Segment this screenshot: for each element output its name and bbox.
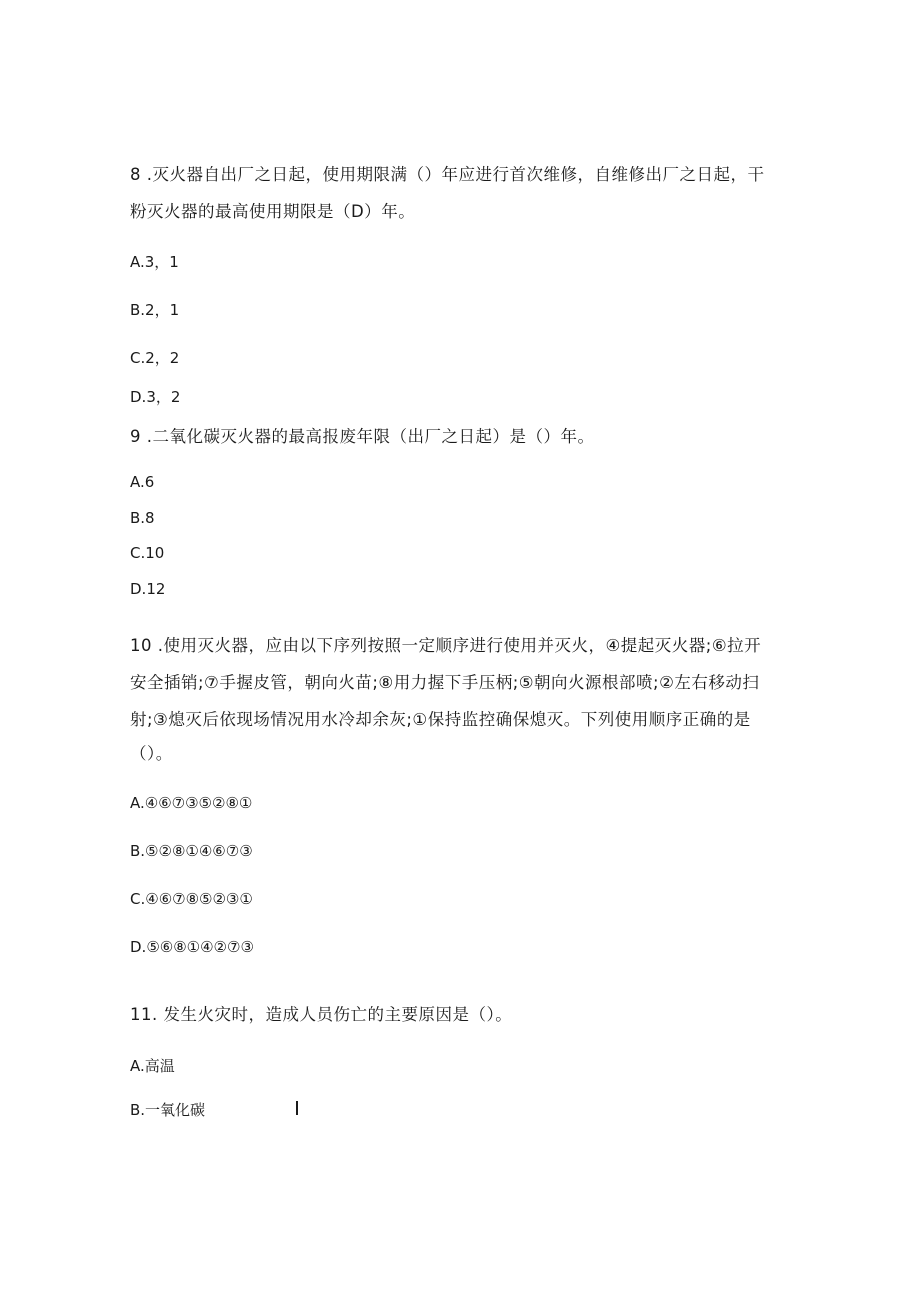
text-cursor-mark [296, 1101, 298, 1115]
question-9-option-d: D.12 [130, 580, 166, 598]
question-8-option-b: B.2，1 [130, 301, 180, 319]
question-11-option-a: A.高温 [130, 1057, 175, 1075]
question-9-option-c: C.10 [130, 544, 165, 562]
question-8-option-c: C.2，2 [130, 349, 180, 367]
question-10-option-b: B.⑤②⑧①④⑥⑦③ [130, 842, 253, 860]
question-10-option-c: C.④⑥⑦⑧⑤②③① [130, 890, 253, 908]
question-10-line-2: 安全插销;⑦手握皮管，朝向火苗;⑧用力握下手压柄;⑤朝向火源根部喷;②左右移动扫 [130, 673, 760, 692]
question-11-line-1: 11. 发生火灾时，造成人员伤亡的主要原因是（）。 [130, 1005, 513, 1024]
question-10-option-a: A.④⑥⑦③⑤②⑧① [130, 794, 253, 812]
question-8-line-2: 粉灭火器的最高使用期限是（D）年。 [130, 202, 416, 221]
question-10-line-4: （）。 [130, 744, 173, 763]
question-9-option-a: A.6 [130, 473, 155, 491]
question-8-option-d: D.3，2 [130, 388, 181, 406]
question-11-option-b: B.一氧化碳 [130, 1101, 206, 1119]
question-8-line-1: 8 .灭火器自出厂之日起，使用期限满（）年应进行首次维修，自维修出厂之日起，干 [130, 165, 765, 184]
question-9-line-1: 9 .二氧化碳灭火器的最高报废年限（出厂之日起）是（）年。 [130, 427, 595, 446]
question-8-option-a: A.3，1 [130, 253, 179, 271]
question-10-option-d: D.⑤⑥⑧①④②⑦③ [130, 938, 254, 956]
question-10-line-3: 射;③熄灭后依现场情况用水冷却余灰;①保持监控确保熄灭。下列使用顺序正确的是 [130, 710, 751, 729]
question-9-option-b: B.8 [130, 509, 155, 527]
question-10-line-1: 10 .使用灭火器，应由以下序列按照一定顺序进行使用并灭火，④提起灭火器;⑥拉开 [130, 636, 762, 655]
